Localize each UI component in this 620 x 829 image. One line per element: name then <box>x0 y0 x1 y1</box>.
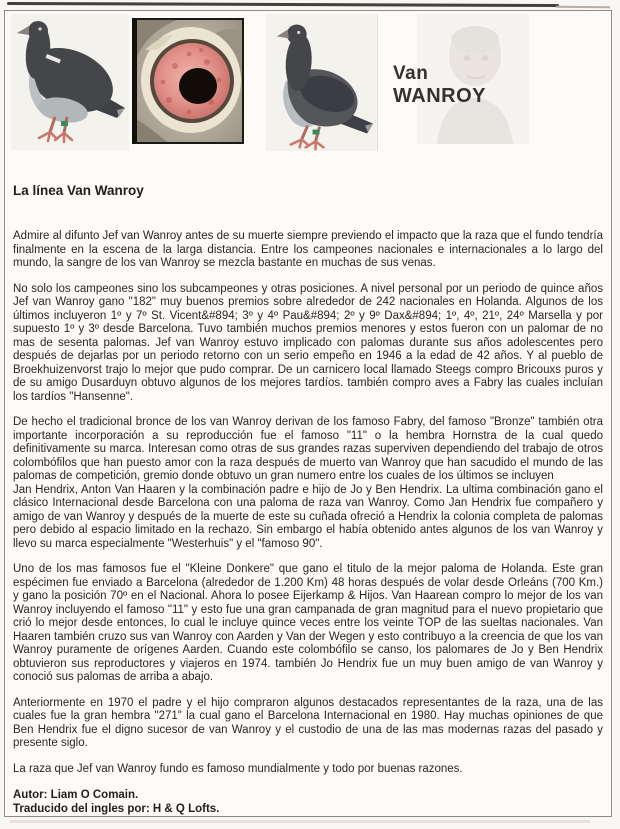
pigeon-illustration <box>266 14 377 151</box>
brand-title-line1: Van <box>393 63 429 84</box>
brand-title-line2: WANROY <box>393 85 486 107</box>
translator-line: Traducido del ingles por: H & Q Lofts. <box>13 802 220 815</box>
paragraph-4: Uno de los mas famosos fue el "Kleine Donkere" que gano el titulo de la mejor paloma de Holanda. Este gran espécimen fue enviado a Barcelona (alrededor de 1.200 Km) 48 horas después de volar desde Orleáns (700 Km.) y gano la posición 70º en el Nacional. Ahora lo posee Eijerkamp & Hijos. Van Haarean compro lo mejor de los van Wanroy incluyendo el famoso "11" y esto fue una gran campanada de gran magnitud para el nuevo propietario que crió lo mejor desde entonces, lo cual le incluye quince veces entre los veinte TOP de las sueltas nacionales. Van Haaren también cruzo sus van Wanroy con Aarden y Van der Wegen y esto contribuyo a la creencia de que los van Wanroy puramente de orígenes Aarden. Cuando este colombófilo se canso, los palomares de Jo y Ben Hendrix obtuvieron sus reproductores y viajeros en 1974. también Jo Hendrix fue un muy buen amigo de van Wanroy y conoció sus palomas de arriba a abajo. <box>13 563 603 683</box>
brand-title <box>393 63 486 107</box>
author-line: Autor: Liam O Comain. <box>13 789 139 801</box>
pigeon-eye-photo <box>132 18 244 144</box>
pigeon-eye-illustration <box>137 20 242 142</box>
paragraph-3: De hecho el tradicional bronce de los van Wanroy derivan de los famoso Fabry, del famoso "Bronze" también otra importante incorporación a su reproducción fue el famoso "11" o la hembra Hornstra de la cual quedo definitivamente su marca. Interesan como otras de sus grandes razas superviven dependiendo del trabajo de otros colombófilos que han puesto amor con la raza después de muerto van Wanroy que han sacudido el mundo de las palomas de competición, gremio donde obtuvo un gran numero entre los cuales de los últimos se incluyen <box>13 416 603 482</box>
paragraph-5: Anteriormente en 1970 el padre y el hijo compraron algunos destacados representantes de la raza, una de las cuales fue la gran hembra "271" la cual gano el Barcelona Internacional en 1980. Hay muchas opiniones de que Ben Hendrix fue el digno sucesor de van Wanroy y el custodio de una de las mas modernas razas del pasado y presente siglo. <box>13 696 603 749</box>
paragraph-6: La raza que Jef van Wanroy fundo es famoso mundialmente y todo por buenas razones. <box>13 762 463 775</box>
credits <box>13 789 603 817</box>
article-body <box>13 230 603 817</box>
article-heading: La línea Van Wanroy <box>13 183 144 198</box>
scan-artifact-smear <box>10 820 590 823</box>
header-photo-strip <box>13 11 603 169</box>
paragraph-1: Admire al difunto Jef van Wanroy antes de su muerte siempre previendo el impacto que la raza que el fundo tendría finalmente en la escena de la larga distancia. Entre los campeones nacionales e internacionales a lo largo del mundo, la sangre de los van Wanroy se mezcla bastante en muchas de sus venas. <box>13 230 603 269</box>
scan-artifact-line <box>7 2 559 7</box>
scan-artifact-line-tail <box>556 6 610 8</box>
pigeon-illustration <box>11 14 129 150</box>
paragraph-3-continued: Jan Hendrix, Anton Van Haaren y la combinación padre e hijo de Jo y Ben Hendrix. La ultima combinación gano el clásico Internacional desde Barcelona con una paloma de raza van Wanroy. Como Jan Hendrix fue compañero y amigo de van Wanroy y después de la muerte de este su cuñada ofreció a Hendrix la colonia completa de palomas pero debido al espacio limitado en la rechazo. Sin embargo el había obtenido antes algunos de los van Wanroy y llevo su marca especialmente "Westerhuis" y el "famoso 90". <box>13 483 603 550</box>
paragraph-2: No solo los campeones sino los subcampeones y otras posiciones. A nivel personal por un periodo de quince años Jef van Wanroy gano "182" muy buenos premios sobre alrededor de 242 nacionales en Holanda. Algunos de los últimos incluyeron 1º y 7º St. Vicent&#894; 3º y 4º Pau&#894; 2º y 9º Dax&#894; 1º, 4º, 21º, 24º Marsella y por supuesto 1º y 3º desde Barcelona. Tuvo también muchos premios menores y estos fueron con un palomar de no mas de sesenta palomas. Jef van Wanroy estuvo implicado con palomas durante sus años adolescentes pero después de dejarlas por un periodo retorno con un serio empeño en 1946 a la edad de 42 años. Y al pueblo de Broekhuizenvorst trajo lo mejor que pudo comprar. De un carnicero local llamado Steegs compro Bricouxs puros y de su amigo Dusarduyn obtuvo algunos de los mejores tardíos. también compro aves a Fabry las cuales incluían los tardíos "Hansenne". <box>13 282 603 403</box>
document-content-box <box>4 10 612 817</box>
pigeon-photo-left <box>11 14 129 150</box>
pigeon-photo-right <box>266 14 378 151</box>
